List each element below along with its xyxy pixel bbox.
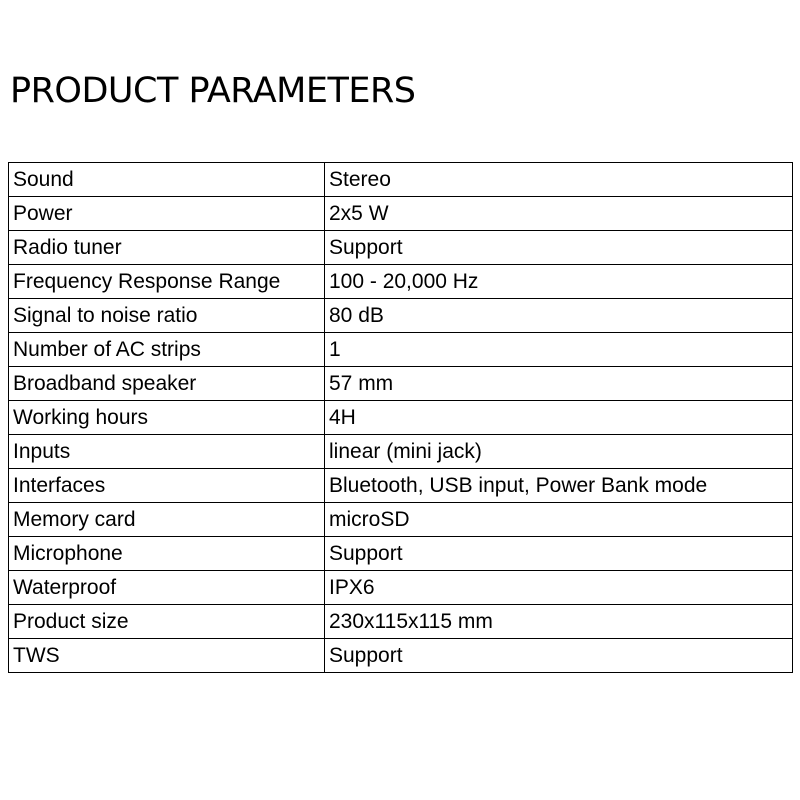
parameter-name: Interfaces <box>9 469 325 503</box>
parameter-value: Support <box>325 231 793 265</box>
table-row <box>9 537 793 571</box>
table-row <box>9 571 793 605</box>
parameter-value: 57 mm <box>325 367 793 401</box>
parameter-name: Memory card <box>9 503 325 537</box>
parameter-value: Support <box>325 639 793 673</box>
parameter-value: Bluetooth, USB input, Power Bank mode <box>325 469 793 503</box>
parameter-value: linear (mini jack) <box>325 435 793 469</box>
table-row <box>9 231 793 265</box>
parameters-table-body <box>9 163 793 673</box>
parameter-value: IPX6 <box>325 571 793 605</box>
parameter-value: Stereo <box>325 163 793 197</box>
table-row <box>9 639 793 673</box>
table-row <box>9 299 793 333</box>
parameter-name: Frequency Response Range <box>9 265 325 299</box>
parameter-name: Number of AC strips <box>9 333 325 367</box>
parameter-name: TWS <box>9 639 325 673</box>
page-title: PRODUCT PARAMETERS <box>10 71 416 111</box>
parameter-name: Waterproof <box>9 571 325 605</box>
table-row <box>9 163 793 197</box>
table-row <box>9 469 793 503</box>
parameters-table <box>8 162 793 673</box>
parameter-value: 80 dB <box>325 299 793 333</box>
parameter-name: Working hours <box>9 401 325 435</box>
table-row <box>9 197 793 231</box>
parameter-name: Power <box>9 197 325 231</box>
parameter-value: 230x115x115 mm <box>325 605 793 639</box>
parameter-value: microSD <box>325 503 793 537</box>
table-row <box>9 503 793 537</box>
parameter-name: Inputs <box>9 435 325 469</box>
parameter-name: Product size <box>9 605 325 639</box>
parameter-value: Support <box>325 537 793 571</box>
parameter-name: Sound <box>9 163 325 197</box>
parameter-name: Microphone <box>9 537 325 571</box>
table-row <box>9 367 793 401</box>
parameter-value: 4H <box>325 401 793 435</box>
parameter-value: 100 - 20,000 Hz <box>325 265 793 299</box>
table-row <box>9 401 793 435</box>
table-row <box>9 333 793 367</box>
table-row <box>9 435 793 469</box>
parameter-name: Radio tuner <box>9 231 325 265</box>
parameter-name: Signal to noise ratio <box>9 299 325 333</box>
table-row <box>9 605 793 639</box>
parameter-value: 1 <box>325 333 793 367</box>
parameter-name: Broadband speaker <box>9 367 325 401</box>
table-row <box>9 265 793 299</box>
parameter-value: 2x5 W <box>325 197 793 231</box>
